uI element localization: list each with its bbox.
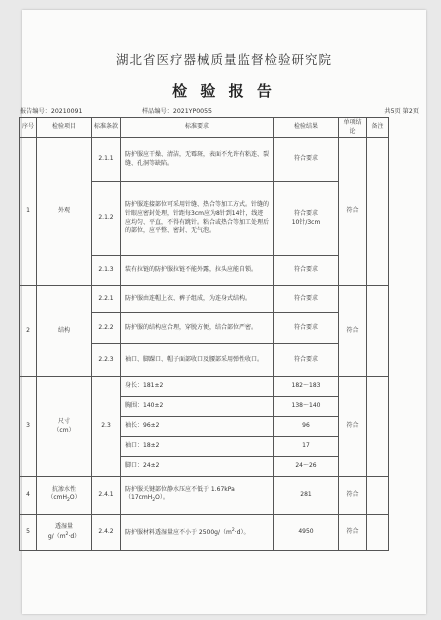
- item-remark: [367, 515, 389, 551]
- item-conclusion: 符合: [339, 515, 367, 551]
- item-unit: （cmH$_2$O）: [47, 494, 81, 504]
- inspection-result: 符合要求: [274, 286, 339, 313]
- standard-requirement: 脚口：24±2: [121, 457, 274, 477]
- document-title: 检 验 报 告: [172, 82, 276, 100]
- table-row: [20, 515, 389, 551]
- standard-requirement: 防护服连接部位可采用针缝、热合等加工方式。针缝的针眼应密封处理，针距每3cm应为8针到14针，线迹应均匀、平直，不得有跳针。粘合或热合等加工处理后的部位，应平整、密封、无气泡。: [121, 182, 274, 256]
- standard-requirement: 胸围：140±2: [121, 397, 274, 417]
- item-name: 抗渗水性: [51, 485, 76, 493]
- standard-clause: 2.1.2: [92, 182, 121, 256]
- report-number: 报告编号：20210091: [20, 108, 83, 115]
- standard-clause: 2.4.2: [92, 515, 121, 551]
- row-number: 5: [20, 515, 37, 551]
- standard-requirement: 防护服应干燥、清洁，无霉斑，表面不允许有粘连、裂缝、孔洞等缺陷。: [121, 138, 274, 182]
- inspection-item: 外观: [37, 138, 92, 286]
- inspection-result: 281: [274, 477, 339, 515]
- row-number: 1: [20, 138, 37, 286]
- standard-requirement: 防护服关键部位静水压应不低于 1.67kPa（17cmH$_2$O）。: [121, 477, 274, 515]
- header-cell-requirement: 标准要求: [121, 118, 274, 138]
- standard-clause: 2.1.1: [92, 138, 121, 182]
- inspection-result: 138～140: [274, 397, 339, 417]
- standard-clause: 2.1.3: [92, 256, 121, 286]
- inspection-item: [37, 515, 92, 551]
- table-row: [20, 286, 389, 313]
- standard-requirement: 装有拉链的防护服拉链不能外露，拉头应能自锁。: [121, 256, 274, 286]
- standard-requirement: 防护服由连帽上衣、裤子组成，为连身式结构。: [121, 286, 274, 313]
- standard-requirement: 袖口：18±2: [121, 437, 274, 457]
- standard-requirement: 防护服材料透湿量应不小于 $2500g/(m^2\cdot d)$。: [121, 515, 274, 551]
- item-unit: $g/(m^2\cdot d)$: [47, 532, 81, 540]
- item-remark: [367, 286, 389, 377]
- inspection-item: [37, 477, 92, 515]
- item-conclusion: 符合: [339, 377, 367, 477]
- header-cell-clause: 标准条款: [92, 118, 121, 138]
- inspection-result: 符合要求: [274, 138, 339, 182]
- inspection-item: 结构: [37, 286, 92, 377]
- standard-requirement: 袖长：96±2: [121, 417, 274, 437]
- item-remark: [367, 477, 389, 515]
- standard-clause: 2.2.3: [92, 344, 121, 377]
- row-number: 4: [20, 477, 37, 515]
- inspection-result: 96: [274, 417, 339, 437]
- inspection-result: 符合要求 10针/3cm: [274, 182, 339, 256]
- item-name: 透湿量: [54, 523, 73, 531]
- header-cell-conclusion: 单项结论: [339, 118, 367, 138]
- item-conclusion: 符合: [339, 477, 367, 515]
- standard-clause: 2.2.2: [92, 313, 121, 344]
- inspection-item: 尺寸 （cm）: [37, 377, 92, 477]
- inspection-result: 符合要求: [274, 344, 339, 377]
- standard-requirement: 身长：181±2: [121, 377, 274, 397]
- header-cell-no: 序号: [20, 118, 37, 138]
- row-number: 3: [20, 377, 37, 477]
- header-cell-result: 检验结果: [274, 118, 339, 138]
- row-number: 2: [20, 286, 37, 377]
- item-conclusion: 符合: [339, 286, 367, 377]
- item-remark: [367, 138, 389, 286]
- table-row: [20, 138, 389, 182]
- table-row: [20, 377, 389, 397]
- standard-clause: 2.3: [92, 377, 121, 477]
- inspection-result: 17: [274, 437, 339, 457]
- page-indicator: 共5页 第2页: [384, 108, 419, 115]
- inspection-table: [19, 117, 389, 551]
- header-cell-item: 检验项目: [37, 118, 92, 138]
- sample-number: 样品编号：2021YP0055: [142, 108, 212, 115]
- inspection-result: 符合要求: [274, 256, 339, 286]
- inspection-result: 24～26: [274, 457, 339, 477]
- table-header-row: [20, 118, 389, 138]
- item-remark: [367, 377, 389, 477]
- inspection-result: 182～183: [274, 377, 339, 397]
- inspection-result: 符合要求: [274, 313, 339, 344]
- table-row: [20, 477, 389, 515]
- item-conclusion: 符合: [339, 138, 367, 286]
- standard-requirement: 袖口、脚踝口、帽子面部收口及腰部采用弹性收口。: [121, 344, 274, 377]
- standard-clause: 2.2.1: [92, 286, 121, 313]
- standard-clause: 2.4.1: [92, 477, 121, 515]
- standard-requirement: 防护服的结构应合理，穿脱方便，结合部位严密。: [121, 313, 274, 344]
- organization-name: 湖北省医疗器械质量监督检验研究院: [115, 52, 332, 67]
- header-cell-remark: 备注: [367, 118, 389, 138]
- inspection-result: 4950: [274, 515, 339, 551]
